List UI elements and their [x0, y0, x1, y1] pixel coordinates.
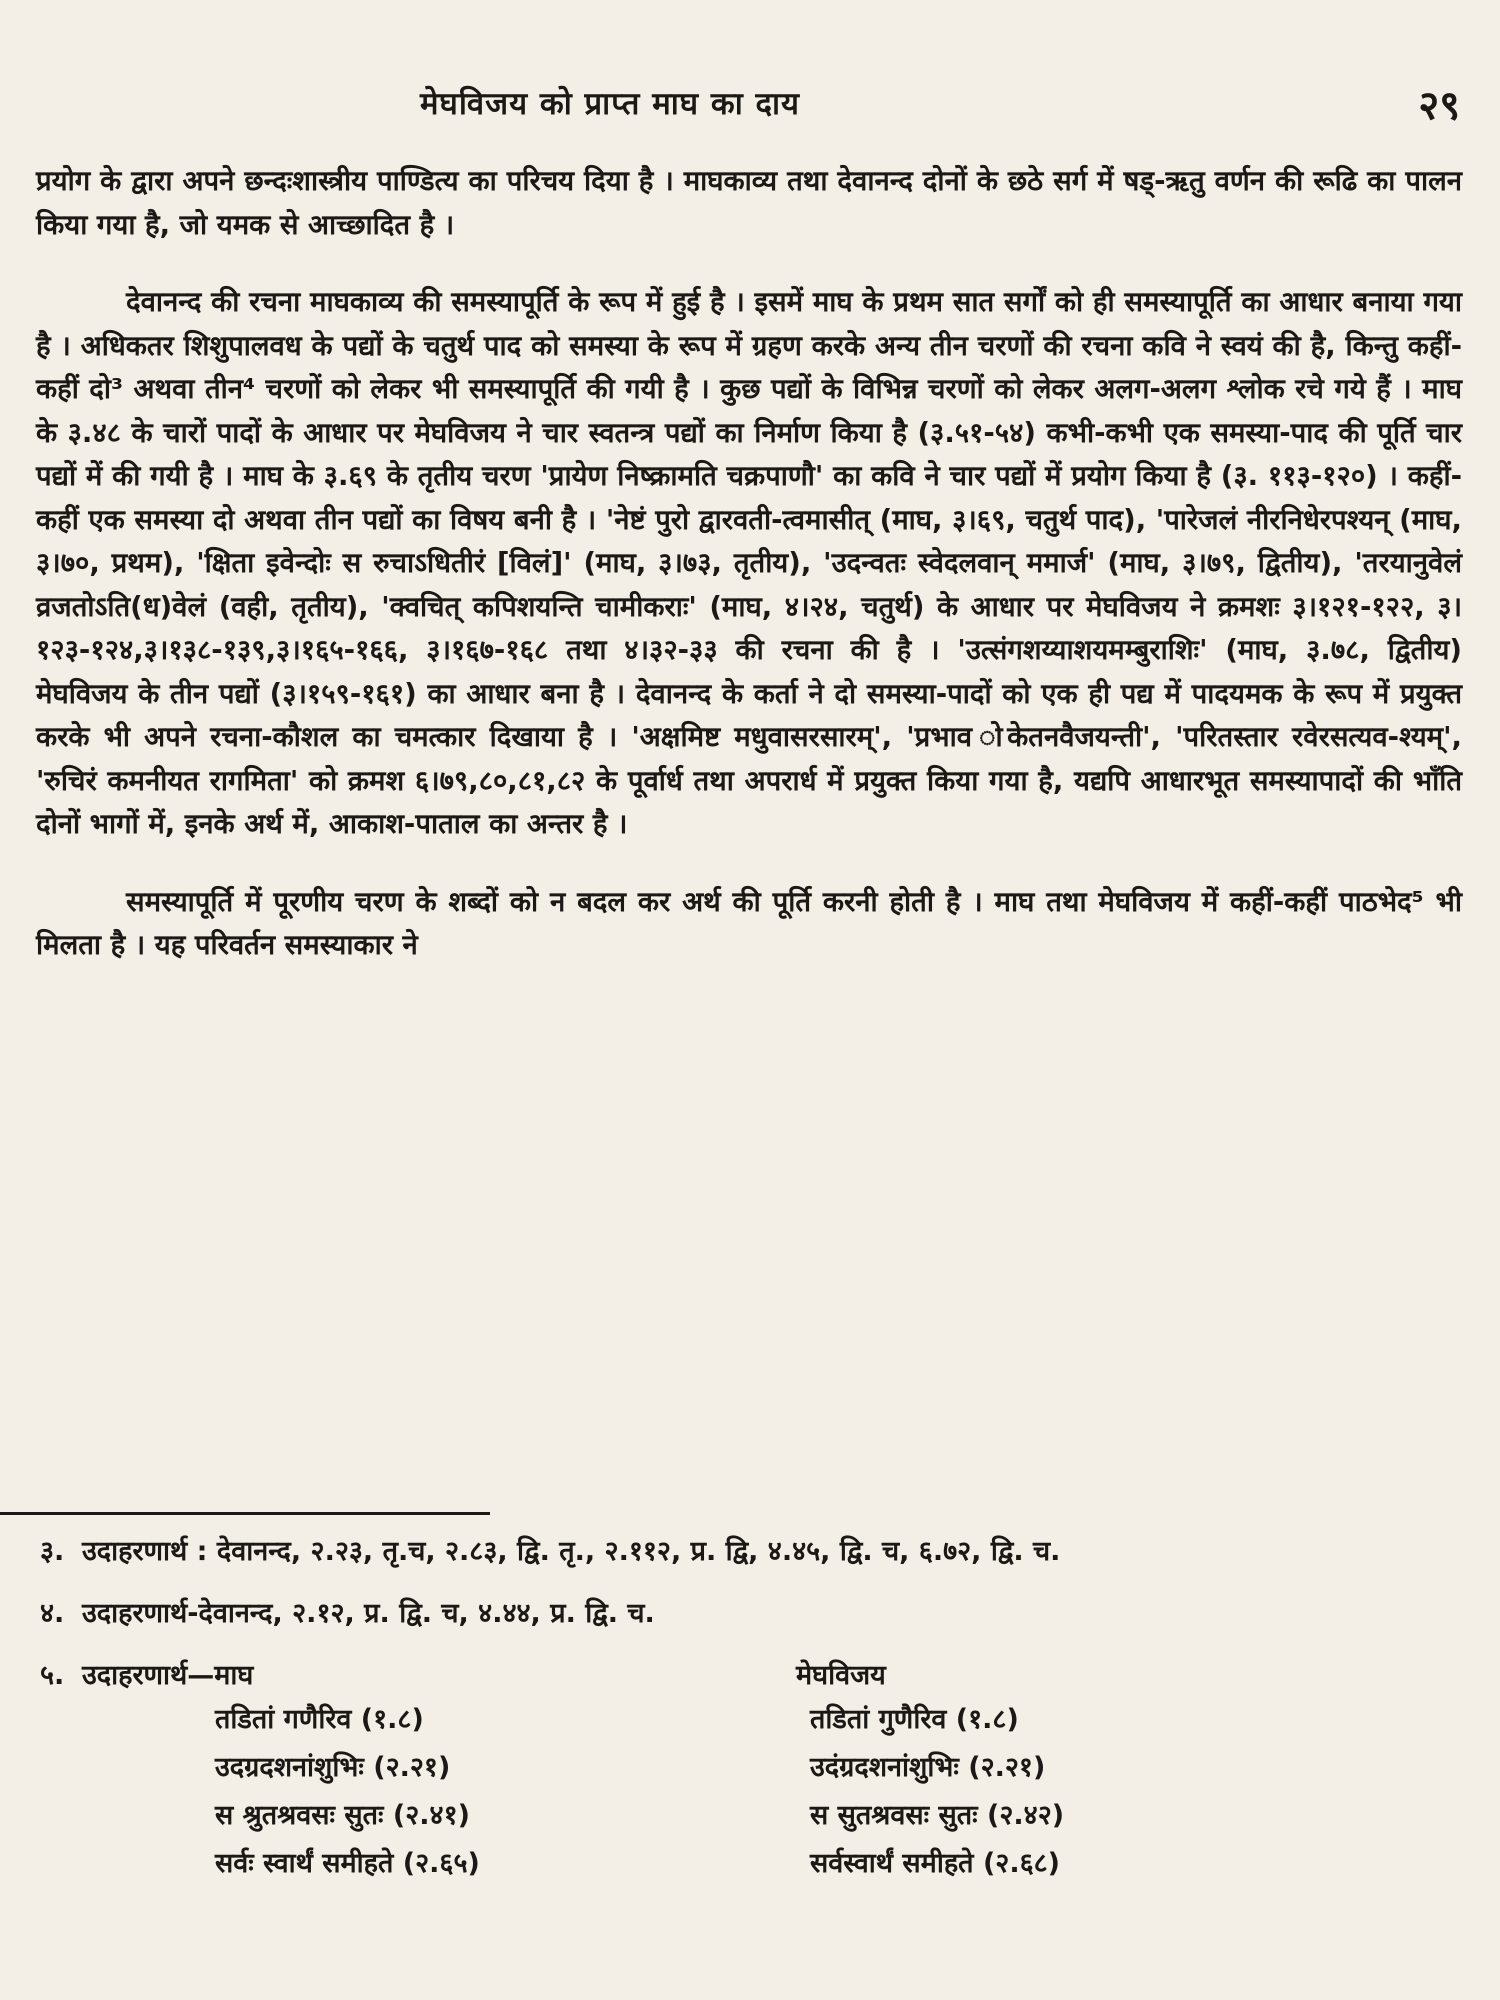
- comparison-list: [40, 1698, 1460, 1890]
- body-text: [36, 160, 1462, 968]
- footnote-number: ३.: [40, 1536, 65, 1567]
- comparison-row: [40, 1746, 1460, 1794]
- footnote-number: ४.: [40, 1598, 65, 1629]
- footnote-divider: [0, 1512, 490, 1515]
- meghavijaya-reading: तडितां गुणैरिव (१.८): [810, 1704, 1019, 1735]
- footnote-5-heading: [40, 1654, 1460, 1698]
- page-number: २९: [1418, 83, 1460, 129]
- magha-reading: तडितां गणैरिव (१.८): [215, 1704, 424, 1735]
- paragraph-2: देवानन्द की रचना माघकाव्य की समस्यापूर्ति के रूप में हुई है । इसमें माघ के प्रथम सात सर्गों को ही समस्यापूर्ति का आधार बनाया गया है । अधिकतर शिशुपालवध के पद्यों के चतुर्थ पाद को समस्या के रूप में ग्रहण करके अन्य तीन चरणों की रचना कवि ने स्वयं की है, किन्तु कहीं-कहीं दो³ अथवा तीन⁴ चरणों को लेकर भी समस्यापूर्ति की गयी है । कुछ पद्यों के विभिन्न चरणों को लेकर अलग-अलग श्लोक रचे गये हैं । माघ के ३.४८ के चारों पादों के आधार पर मेघविजय ने चार स्वतन्त्र पद्यों का निर्माण किया है (३.५१-५४) कभी-कभी एक समस्या-पाद की पूर्ति चार पद्यों में की गयी है । माघ के ३.६९ के तृतीय चरण 'प्रायेण निष्क्रामति चक्रपाणौ' का कवि ने चार पद्यों में प्रयोग किया है (३. ११३-१२०) । कहीं-कहीं एक समस्या दो अथवा तीन पद्यों का विषय बनी है । 'नेष्टं पुरो द्वारवती-त्वमासीत् (माघ, ३।६९, चतुर्थ पाद), 'पारेजलं नीरनिधेरपश्यन् (माघ, ३।७०, प्रथम), 'क्षिता इवेन्दोः स रुचाऽधितीरं [विलं]' (माघ, ३।७३, तृतीय), 'उदन्वतः स्वेदलवान् ममार्ज' (माघ, ३।७९, द्वितीय), 'तरयानुवेलं व्रजतोऽति(ध)वेलं (वही, तृतीय), 'क्वचित् कपिशयन्ति चामीकराः' (माघ, ४।२४, चतुर्थ) के आधार पर मेघविजय ने क्रमशः ३।१२१-१२२, ३।१२३-१२४,३।१३८-१३९,३।१६५-१६६, ३।१६७-१६८ तथा ४।३२-३३ की रचना की है । 'उत्संगशय्याशयमम्बुराशिः' (माघ, ३.७८, द्वितीय) मेघविजय के तीन पद्यों (३।१५९-१६१) का आधार बना है । देवानन्द के कर्ता ने दो समस्या-पादों को एक ही पद्य में पादयमक के रूप में प्रयुक्त करके भी अपने रचना-कौशल का चमत्कार दिखाया है । 'अक्षमिष्ट मधुवासरसारम्', 'प्रभाव ोकेतनवैजयन्ती', 'परितस्तार रवेरसत्यव-श्यम्', 'रुचिरं कमनीयत रागमिता' को क्रमश ६।७९,८०,८१,८२ के पूर्वार्ध तथा अपरार्ध में प्रयुक्त किया गया है, यद्यपि आधारभूत समस्यापादों की भाँति दोनों भागों में, इनके अर्थ में, आकाश-पाताल का अन्तर है ।: [36, 286, 1462, 840]
- page-header: [0, 82, 1500, 132]
- running-head: मेघविजय को प्राप्त माघ का दाय: [420, 86, 800, 122]
- footnote-5-left: [40, 1654, 253, 1698]
- comparison-row: [40, 1842, 1460, 1890]
- comparison-row: [40, 1794, 1460, 1842]
- footnote-4: [40, 1592, 1460, 1636]
- footnote-text: उदाहरणार्थ-देवानन्द, २.१२, प्र. द्वि. च, ४.४४, प्र. द्वि. च.: [82, 1598, 655, 1629]
- magha-reading: स श्रुतश्रवसः सुतः (२.४१): [215, 1800, 470, 1831]
- magha-reading: उदग्रदशनांशुभिः (२.२१): [215, 1752, 451, 1783]
- footnote-3: [40, 1530, 1460, 1574]
- meghavijaya-reading: सर्वस्वार्थं समीहते (२.६८): [810, 1848, 1060, 1879]
- footnotes: [40, 1530, 1460, 1908]
- meghavijaya-reading: उदंग्रदशनांशुभिः (२.२१): [810, 1752, 1046, 1783]
- magha-heading: उदाहरणार्थ—माघ: [82, 1660, 254, 1691]
- paragraph-3: समस्यापूर्ति में पूरणीय चरण के शब्दों को न बदल कर अर्थ की पूर्ति करनी होती है । माघ तथा मेघविजय में कहीं-कहीं पाठभेद⁵ भी मिलता है । यह परिवर्तन समस्याकार ने: [36, 885, 1462, 961]
- comparison-row: [40, 1698, 1460, 1746]
- magha-reading: सर्वः स्वार्थं समीहते (२.६५): [215, 1848, 480, 1879]
- footnote-number: ५.: [40, 1660, 65, 1691]
- meghavijaya-reading: स सुतश्रवसः सुतः (२.४२): [810, 1800, 1065, 1831]
- footnote-text: उदाहरणार्थ : देवानन्द, २.२३, तृ.च, २.८३, द्वि. तृ., २.११२, प्र. द्वि, ४.४५, द्वि. च, ६.७२, द्वि. च.: [82, 1536, 1061, 1567]
- paragraph-1: प्रयोग के द्वारा अपने छन्दःशास्त्रीय पाण्डित्य का परिचय दिया है । माघकाव्य तथा देवानन्द दोनों के छठे सर्ग में षड्-ऋतु वर्णन की रूढि का पालन किया गया है, जो यमक से आच्छादित है ।: [36, 165, 1462, 241]
- meghavijaya-heading: मेघविजय: [796, 1660, 886, 1691]
- footnote-5: [40, 1654, 1460, 1890]
